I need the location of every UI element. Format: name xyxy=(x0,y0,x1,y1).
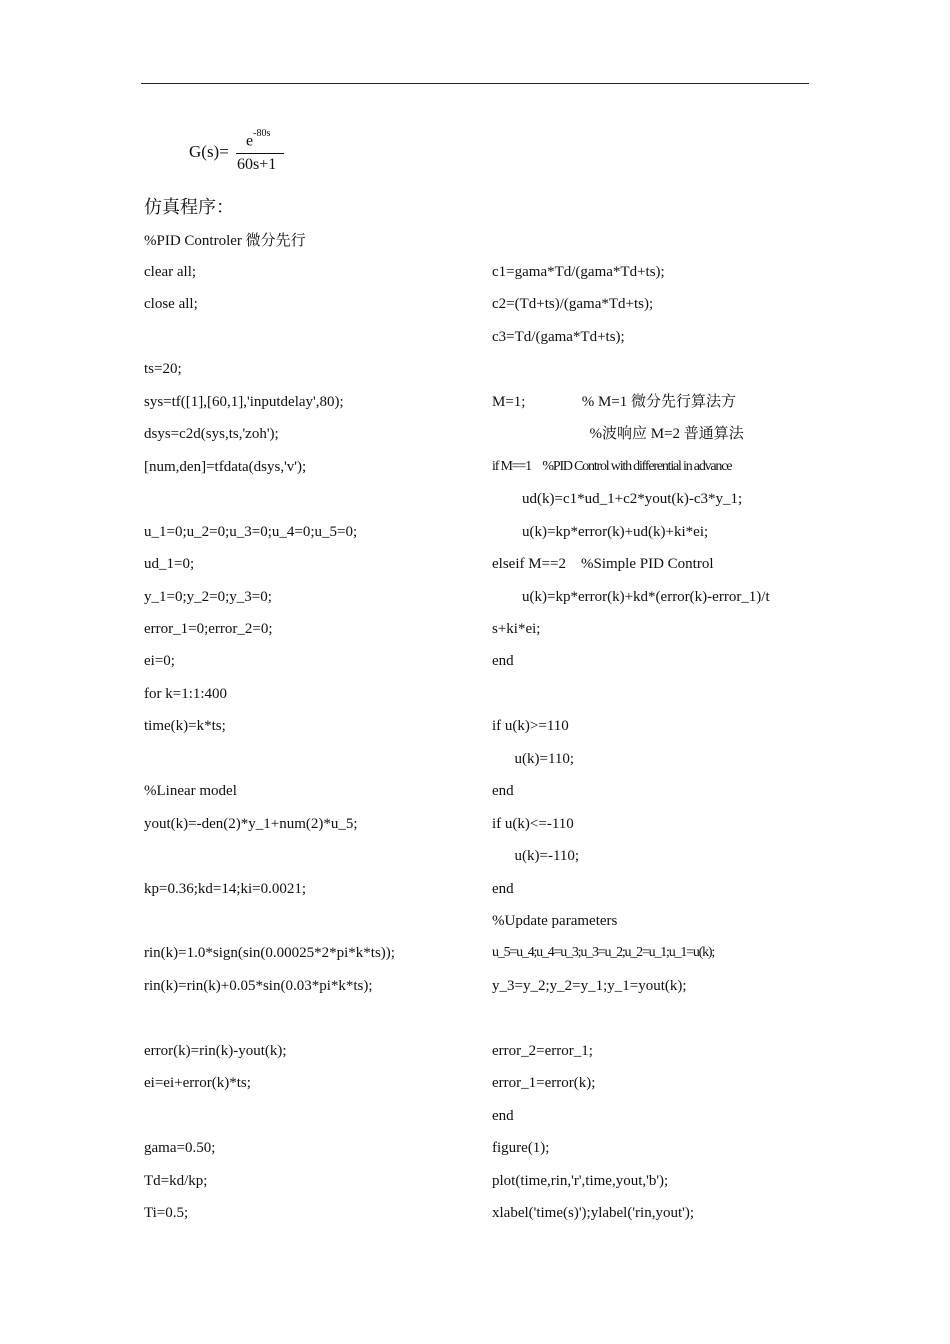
code-line: sys=tf([1],[60,1],'inputdelay',80); xyxy=(144,393,344,410)
formula-lhs: G(s)= xyxy=(189,142,229,161)
code-line: ud_1=0; xyxy=(144,556,195,573)
code-line: gama=0.50; xyxy=(144,1140,216,1157)
code-line: end xyxy=(492,1107,514,1124)
code-line: [num,den]=tfdata(dsys,'v'); xyxy=(144,458,307,475)
code-line: M=1; % M=1 微分先行算法方 xyxy=(492,393,737,410)
formula-numerator-exponent: -80s xyxy=(253,128,271,139)
formula-denominator: 60s+1 xyxy=(237,156,277,173)
code-line: figure(1); xyxy=(492,1140,550,1157)
code-line: rin(k)=rin(k)+0.05*sin(0.03*pi*k*ts); xyxy=(144,977,373,994)
formula-numerator-base: e xyxy=(246,132,254,150)
code-line: time(k)=k*ts; xyxy=(144,718,226,735)
code-line: for k=1:1:400 xyxy=(144,685,228,702)
code-line: error(k)=rin(k)-yout(k); xyxy=(144,1042,287,1059)
code-line: dsys=c2d(sys,ts,'zoh'); xyxy=(144,426,279,443)
code-line: Ti=0.5; xyxy=(144,1205,189,1222)
code-line: rin(k)=1.0*sign(sin(0.00025*2*pi*k*ts)); xyxy=(144,945,395,962)
code-line: u(k)=kp*error(k)+kd*(error(k)-error_1)/t xyxy=(492,588,770,605)
code-line: ei=ei+error(k)*ts; xyxy=(144,1075,251,1092)
code-line: %波响应 M=2 普通算法 xyxy=(492,426,744,443)
code-line: plot(time,rin,'r',time,yout,'b'); xyxy=(492,1172,669,1189)
code-line: end xyxy=(492,880,514,897)
code-line: kp=0.36;kd=14;ki=0.0021; xyxy=(144,880,307,897)
code-line: end xyxy=(492,783,514,800)
code-comment-title: %PID Controler 微分先行 xyxy=(144,233,306,249)
code-line: yout(k)=-den(2)*y_1+num(2)*u_5; xyxy=(144,815,358,832)
code-line: y_1=0;y_2=0;y_3=0; xyxy=(144,588,272,605)
fraction-bar xyxy=(236,153,284,154)
code-line: error_2=error_1; xyxy=(492,1042,593,1059)
code-line: error_1=0;error_2=0; xyxy=(144,620,273,637)
code-line: ud(k)=c1*ud_1+c2*yout(k)-c3*y_1; xyxy=(492,491,743,508)
formula-numerator xyxy=(246,128,271,150)
code-line: c3=Td/(gama*Td+ts); xyxy=(492,328,625,345)
code-line: if u(k)>=110 xyxy=(492,718,569,735)
code-line: y_3=y_2;y_2=y_1;y_1=yout(k); xyxy=(492,977,687,994)
code-line: ei=0; xyxy=(144,653,175,670)
code-line: end xyxy=(492,653,514,670)
code-line: %Linear model xyxy=(144,783,237,800)
code-line: c2=(Td+ts)/(gama*Td+ts); xyxy=(492,296,654,313)
code-line: %Update parameters xyxy=(492,913,618,929)
code-line: u_1=0;u_2=0;u_3=0;u_4=0;u_5=0; xyxy=(144,523,358,540)
code-line: u(k)=kp*error(k)+ud(k)+ki*ei; xyxy=(492,523,709,540)
code-line: close all; xyxy=(144,296,198,313)
code-line: ts=20; xyxy=(144,361,182,378)
code-line: s+ki*ei; xyxy=(492,620,541,637)
code-line: clear all; xyxy=(144,264,197,280)
code-line: u(k)=110; xyxy=(492,750,575,767)
section-heading: 仿真程序： xyxy=(144,197,234,218)
code-line: if M==1 %PID Control with differential in advance xyxy=(492,458,732,474)
code-line: Td=kd/kp; xyxy=(144,1172,208,1189)
code-line: error_1=error(k); xyxy=(492,1075,596,1092)
code-line: u(k)=-110; xyxy=(492,848,580,865)
code-line: xlabel('time(s)');ylabel('rin,yout'); xyxy=(492,1205,694,1222)
header-rule xyxy=(141,83,809,84)
code-line: c1=gama*Td/(gama*Td+ts); xyxy=(492,264,665,280)
code-line: if u(k)<=-110 xyxy=(492,815,574,832)
code-line: u_5=u_4;u_4=u_3;u_3=u_2;u_2=u_1;u_1=u(k); xyxy=(492,945,715,961)
code-line: elseif M==2 %Simple PID Control xyxy=(492,556,714,573)
